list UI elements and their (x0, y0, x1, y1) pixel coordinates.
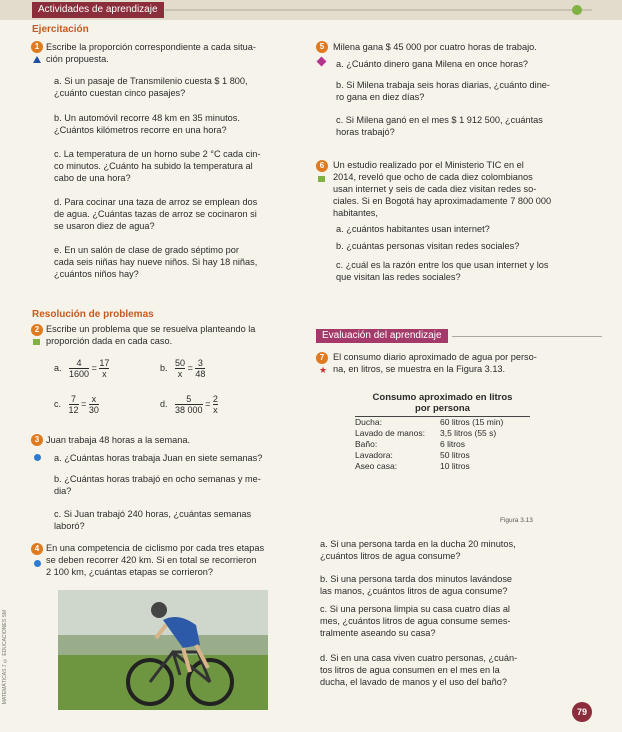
q1-c-line: co minutos. ¿Cuánto ha subido la temperatura al (54, 161, 253, 171)
evaluacion-heading: Evaluación del aprendizaje (316, 329, 448, 343)
q3-b-line: b. ¿Cuántas horas trabajó en ocho semanas y me- (54, 474, 261, 484)
question-number-5: 5 (316, 41, 328, 53)
q1-d-line: se usaron diez de agua? (54, 221, 155, 231)
numerator: 2 (212, 394, 218, 404)
q1-c-line: c. La temperatura de un horno sube 2 °C cada cin- (54, 149, 261, 159)
q4-line: En una competencia de ciclismo por cada tres etapas (46, 543, 265, 553)
q1-item-b (54, 112, 240, 136)
q4-line: se deben recorrer 420 km. Si en total se recorrieron (46, 555, 257, 565)
table-row (355, 417, 530, 428)
circle-icon (34, 454, 41, 461)
q7-c-line: tralmente aseando su casa? (320, 628, 436, 638)
proportion-label: a. (54, 362, 62, 373)
q3-item-c (54, 508, 251, 532)
question-number-3: 3 (31, 434, 43, 446)
q1-item-e (54, 244, 257, 280)
q1-b-line: ¿Cuántos kilómetros recorre en una hora? (54, 125, 227, 135)
q1-c-line: cabo de una hora? (54, 173, 131, 183)
numerator: 3 (195, 358, 205, 369)
q7-statement (333, 351, 537, 375)
figure-caption: Figura 3.13 (500, 517, 533, 524)
denominator: 30 (88, 405, 99, 415)
q5-item-a: a. ¿Cuánto dinero gana Milena en once horas? (336, 59, 529, 69)
table-cell-value: 60 litros (15 min) (440, 417, 504, 427)
q1-item-c (54, 148, 260, 184)
q1-item-d (54, 196, 257, 232)
table-cell-key: Lavadora: (355, 450, 393, 460)
q4-statement (46, 542, 264, 578)
q6-line: usan internet y seis de cada diez visitan redes so- (333, 184, 537, 194)
denominator: 38 000 (175, 405, 203, 415)
diamond-icon (317, 57, 327, 67)
table-row (355, 439, 530, 450)
circle-icon (34, 560, 41, 567)
table-cell-value: 50 litros (440, 450, 470, 460)
section-title: Actividades de aprendizaje (32, 2, 164, 18)
q1-d-line: d. Para cocinar una taza de arroz se emplean dos (54, 197, 258, 207)
proportion-label: b. (160, 362, 168, 373)
q7-item-c (320, 603, 510, 639)
house-icon (33, 339, 40, 345)
q5-item-c (336, 114, 543, 138)
q1-b-line: b. Un automóvil recorre 48 km en 35 minutos. (54, 113, 240, 123)
q7-d-line: ducha, el lavado de manos y el uso del baño? (320, 677, 507, 687)
proportion-label: d. (160, 398, 168, 409)
q6-item-a: a. ¿cuántos habitantes usan internet? (336, 224, 490, 234)
q5-item-b (336, 79, 550, 103)
q3-item-a: a. ¿Cuántas horas trabaja Juan en siete semanas? (54, 453, 263, 463)
water-consumption-table (355, 392, 530, 472)
q6-item-b: b. ¿cuántas personas visitan redes sociales? (336, 241, 520, 251)
q5-statement: Milena gana $ 45 000 por cuatro horas de trabajo. (333, 42, 537, 52)
q1-item-a (54, 75, 248, 99)
equals-sign: = (91, 362, 97, 373)
denominator: 12 (68, 405, 79, 415)
table-title-line: por persona (415, 403, 470, 414)
q3-b-line: dia? (54, 486, 72, 496)
proportion-b (160, 358, 205, 379)
q5-c-line: horas trabajó? (336, 127, 395, 137)
q3-c-line: c. Si Juan trabajó 240 horas, ¿cuántas semanas (54, 509, 252, 519)
q7-c-line: c. Si una persona limpia su casa cuatro días al (320, 604, 510, 614)
question-number-2: 2 (31, 324, 43, 336)
q7-item-b (320, 573, 512, 597)
proportion-label: c. (54, 398, 62, 409)
table-cell-key: Lavado de manos: (355, 428, 425, 438)
q7-line: na, en litros, se muestra en la Figura 3.13. (333, 364, 506, 374)
header-divider (165, 9, 592, 11)
q7-item-d (320, 652, 517, 688)
table-cell-value: 10 litros (440, 461, 470, 471)
side-credit: MATEMÁTICAS 7 © EDUCACIONES SM (2, 610, 8, 705)
cyclist-photo (58, 590, 268, 710)
numerator: 5 (175, 394, 203, 405)
q1-e-line: cada seis niñas hay nueve niños. Si hay 18 niñas, (54, 257, 258, 267)
table-row (355, 428, 530, 439)
header-dot-icon (572, 5, 582, 15)
page-number: 79 (572, 702, 592, 722)
denominator: x (213, 405, 218, 415)
table-cell-key: Ducha: (355, 417, 382, 427)
numerator: x (89, 394, 99, 405)
header-bar (0, 0, 622, 20)
house-icon (318, 176, 325, 182)
proportion-c (54, 394, 99, 415)
denominator: x (102, 369, 107, 379)
evaluacion-divider (452, 336, 602, 337)
question-number-6: 6 (316, 160, 328, 172)
q5-c-line: c. Si Milena ganó en el mes $ 1 912 500, ¿cuántas (336, 115, 543, 125)
denominator: 1600 (69, 369, 90, 379)
q6-line: 2014, reveló que ocho de cada diez colombianos (333, 172, 533, 182)
q1-e-line: ¿cuántos niños hay? (54, 269, 139, 279)
numerator: 4 (69, 358, 89, 369)
numerator: 17 (99, 358, 110, 368)
q3-c-line: laboró? (54, 521, 85, 531)
q6-line: Un estudio realizado por el Ministerio TIC en el (333, 160, 524, 170)
q1-e-line: e. En un salón de clase de grado séptimo por (54, 245, 239, 255)
q5-b-line: ro gana en diez días? (336, 92, 425, 102)
q7-line: El consumo diario aproximado de agua por perso- (333, 352, 537, 362)
q6-c-line: c. ¿cuál es la razón entre los que usan internet y los (336, 260, 549, 270)
question-number-4: 4 (31, 543, 43, 555)
q1-d-line: de agua. ¿Cuántas tazas de arroz se cocinaron si (54, 209, 257, 219)
resolucion-heading: Resolución de problemas (32, 309, 154, 320)
q7-a-line: ¿cuántos litros de agua consume? (320, 551, 461, 561)
table-row (355, 450, 530, 461)
q6-item-c (336, 259, 548, 283)
q7-a-line: a. Si una persona tarda en la ducha 20 minutos, (320, 539, 516, 549)
question-number-7: 7 (316, 352, 328, 364)
q6-line: habitantes, (333, 208, 378, 218)
table-row (355, 461, 530, 472)
table-cell-value: 6 litros (440, 439, 466, 449)
q1-a-line: a. Si un pasaje de Transmilenio cuesta $ 1 800, (54, 76, 248, 86)
q7-d-line: tos litros de agua consumen en el mes en la (320, 665, 500, 675)
q2-statement (46, 323, 255, 347)
table-title (355, 392, 530, 417)
equals-sign: = (187, 362, 193, 373)
denominator: x (177, 369, 183, 379)
q4-line: 2 100 km, ¿cuántas etapas se corrieron? (46, 567, 213, 577)
equals-sign: = (81, 398, 87, 409)
table-cell-value: 3,5 litros (55 s) (440, 428, 497, 438)
q2-line: proporción dada en cada caso. (46, 336, 173, 346)
q1-statement (46, 41, 256, 65)
q1-a-line: ¿cuánto cuestan cinco pasajes? (54, 88, 186, 98)
q3-statement: Juan trabaja 48 horas a la semana. (46, 435, 191, 445)
ejercitacion-heading: Ejercitación (32, 24, 89, 35)
triangle-icon (33, 56, 41, 63)
cyclist-illustration (58, 590, 268, 710)
q7-d-line: d. Si en una casa viven cuatro personas, ¿cuán- (320, 653, 518, 663)
table-cell-key: Baño: (355, 439, 378, 449)
table-cell-key: Aseo casa: (355, 461, 398, 471)
q7-b-line: b. Si una persona tarda dos minutos lavándose (320, 574, 513, 584)
question-number-1: 1 (31, 41, 43, 53)
q2-line: Escribe un problema que se resuelva planteando la (46, 324, 256, 334)
q6-c-line: que visitan las redes sociales? (336, 272, 461, 282)
equals-sign: = (205, 398, 211, 409)
q1-line: Escribe la proporción correspondiente a cada situa- (46, 42, 256, 52)
q7-c-line: mes, ¿cuántos litros de agua consume semes- (320, 616, 511, 626)
q5-b-line: b. Si Milena trabaja seis horas diarias, ¿cuánto dine- (336, 80, 550, 90)
table-title-line: Consumo aproximado en litros (372, 392, 513, 403)
numerator: 50 (175, 358, 186, 368)
q1-line: ción propuesta. (46, 54, 109, 64)
q6-line: ciales. Si en Bogotá hay aproximadamente 7 800 000 (333, 196, 552, 206)
q3-item-b (54, 473, 261, 497)
q7-b-line: las manos, ¿cuántos litros de agua consume? (320, 586, 508, 596)
denominator: 48 (195, 369, 206, 379)
q7-item-a (320, 538, 516, 562)
q6-statement (333, 159, 551, 219)
proportion-a (54, 358, 109, 379)
proportion-d (160, 394, 218, 415)
numerator: 7 (69, 394, 79, 405)
